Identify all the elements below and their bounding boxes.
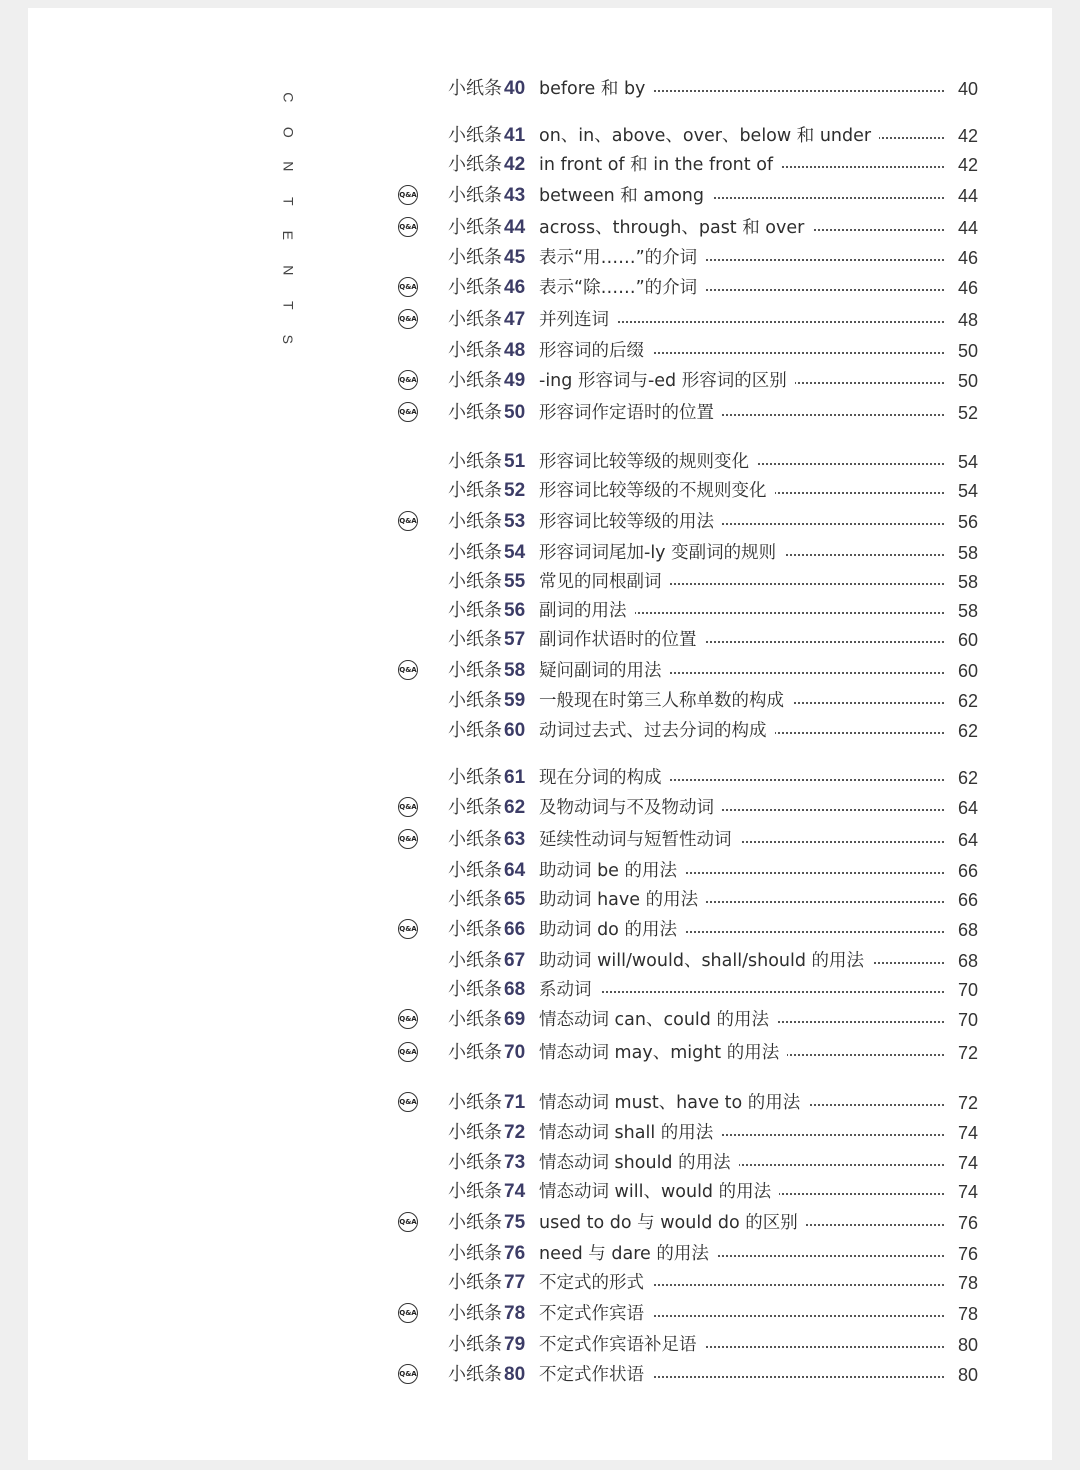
- entry-prefix: 小纸条: [448, 1364, 502, 1385]
- entry-title: used to do 与 would do 的区别: [539, 1212, 806, 1234]
- entry-page-number: 80: [957, 1335, 978, 1355]
- entry-title: 系动词: [539, 979, 600, 1001]
- entry-prefix: 小纸条: [448, 889, 502, 910]
- entry-number: 41: [504, 125, 526, 146]
- entry-number: 57: [504, 629, 526, 650]
- entry-page-number: 76: [957, 1244, 978, 1264]
- entry-title: 形容词词尾加-ly 变副词的规则: [539, 542, 784, 564]
- toc-entry[interactable]: [398, 797, 978, 823]
- toc-entry[interactable]: [398, 402, 978, 428]
- entry-number: 71: [504, 1092, 526, 1113]
- entry-page-number: 68: [957, 951, 978, 971]
- entry-page-number: 76: [957, 1213, 978, 1233]
- toc-entry[interactable]: [398, 185, 978, 211]
- toc-entry[interactable]: [398, 154, 978, 180]
- toc-entry[interactable]: [398, 629, 978, 655]
- entry-title: 不定式作状语: [539, 1364, 652, 1386]
- entry-page-number: 46: [957, 248, 978, 268]
- entry-title: 情态动词 may、might 的用法: [539, 1042, 787, 1064]
- entry-prefix: 小纸条: [448, 370, 502, 391]
- entry-prefix: 小纸条: [448, 1122, 502, 1143]
- entry-prefix: 小纸条: [448, 277, 502, 298]
- entry-number: 77: [504, 1272, 526, 1293]
- entry-page-number: 70: [957, 980, 978, 1000]
- qa-badge-icon: Q&A: [398, 217, 418, 237]
- entry-title: 形容词的后缀: [539, 340, 652, 362]
- entry-page-number: 74: [957, 1182, 978, 1202]
- entry-prefix: 小纸条: [448, 125, 502, 146]
- toc-entry[interactable]: [398, 78, 978, 104]
- entry-prefix: 小纸条: [448, 1181, 502, 1202]
- entry-title: 现在分词的构成: [539, 767, 670, 789]
- entry-prefix: 小纸条: [448, 1334, 502, 1355]
- entry-title: 情态动词 can、could 的用法: [539, 1009, 777, 1031]
- entry-page-number: 74: [957, 1153, 978, 1173]
- entry-page-number: 62: [957, 721, 978, 741]
- entry-title: 情态动词 must、have to 的用法: [539, 1092, 808, 1114]
- entry-prefix: 小纸条: [448, 660, 502, 681]
- entry-number: 40: [504, 78, 526, 99]
- entry-page-number: 42: [957, 126, 978, 146]
- entry-title: 形容词比较等级的用法: [539, 511, 722, 533]
- entry-number: 54: [504, 542, 526, 563]
- toc-entry[interactable]: [398, 889, 978, 915]
- entry-number: 55: [504, 571, 526, 592]
- entry-number: 59: [504, 690, 526, 711]
- entry-title: 并列连词: [539, 309, 617, 331]
- qa-badge-icon: Q&A: [398, 185, 418, 205]
- entry-page-number: 42: [957, 155, 978, 175]
- entry-page-number: 60: [957, 630, 978, 650]
- entry-title: between 和 among: [539, 185, 712, 207]
- toc-entry[interactable]: [398, 1303, 978, 1329]
- entry-prefix: 小纸条: [448, 217, 502, 238]
- entry-number: 58: [504, 660, 526, 681]
- entry-number: 50: [504, 402, 526, 423]
- toc-entry[interactable]: [398, 1009, 978, 1035]
- entry-prefix: 小纸条: [448, 309, 502, 330]
- entry-number: 79: [504, 1334, 526, 1355]
- entry-prefix: 小纸条: [448, 78, 502, 99]
- entry-title: -ing 形容词与-ed 形容词的区别: [539, 370, 795, 392]
- entry-prefix: 小纸条: [448, 950, 502, 971]
- entry-title: 疑问副词的用法: [539, 660, 670, 682]
- entry-prefix: 小纸条: [448, 690, 502, 711]
- toc-entry[interactable]: [398, 1272, 978, 1298]
- entry-title: 副词作状语时的位置: [539, 629, 705, 651]
- entry-page-number: 52: [957, 403, 978, 423]
- entry-number: 60: [504, 720, 526, 741]
- entry-number: 46: [504, 277, 526, 298]
- entry-page-number: 58: [957, 543, 978, 563]
- toc-entry[interactable]: [398, 309, 978, 335]
- entry-page-number: 62: [957, 768, 978, 788]
- contents-letter: N: [280, 161, 297, 172]
- entry-title: across、through、past 和 over: [539, 217, 812, 239]
- toc-entry[interactable]: [398, 1152, 978, 1178]
- contents-letter: S: [280, 334, 297, 345]
- toc-entry[interactable]: [398, 1122, 978, 1148]
- toc-entry[interactable]: [398, 1334, 978, 1360]
- toc-entry[interactable]: [398, 247, 978, 273]
- toc-entry[interactable]: [398, 829, 978, 855]
- toc-entry[interactable]: [398, 860, 978, 886]
- contents-letter: T: [280, 196, 297, 206]
- entry-page-number: 54: [957, 481, 978, 501]
- entry-page-number: 46: [957, 278, 978, 298]
- entry-page-number: 56: [957, 512, 978, 532]
- entry-title: 形容词比较等级的规则变化: [539, 451, 757, 473]
- entry-number: 61: [504, 767, 526, 788]
- qa-badge-icon: Q&A: [398, 1212, 418, 1232]
- qa-badge-icon: Q&A: [398, 370, 418, 390]
- entry-title: 形容词作定语时的位置: [539, 402, 722, 424]
- toc-entry[interactable]: [398, 277, 978, 303]
- entry-page-number: 58: [957, 572, 978, 592]
- entry-prefix: 小纸条: [448, 480, 502, 501]
- entry-prefix: 小纸条: [448, 1303, 502, 1324]
- entry-prefix: 小纸条: [448, 1212, 502, 1233]
- entry-page-number: 54: [957, 452, 978, 472]
- entry-prefix: 小纸条: [448, 511, 502, 532]
- contents-letter: E: [280, 231, 297, 241]
- entry-prefix: 小纸条: [448, 720, 502, 741]
- entry-number: 74: [504, 1181, 526, 1202]
- entry-title: 助动词 will/would、shall/should 的用法: [539, 950, 872, 972]
- entry-title: 常见的同根副词: [539, 571, 670, 593]
- toc-list: [28, 8, 1052, 1460]
- entry-number: 42: [504, 154, 526, 175]
- entry-title: 形容词比较等级的不规则变化: [539, 480, 775, 502]
- toc-entry[interactable]: [398, 720, 978, 746]
- entry-prefix: 小纸条: [448, 1243, 502, 1264]
- entry-prefix: 小纸条: [448, 829, 502, 850]
- toc-entry[interactable]: [398, 1212, 978, 1238]
- entry-page-number: 78: [957, 1304, 978, 1324]
- entry-prefix: 小纸条: [448, 542, 502, 563]
- entry-page-number: 64: [957, 798, 978, 818]
- entry-title: 及物动词与不及物动词: [539, 797, 722, 819]
- qa-badge-icon: Q&A: [398, 1303, 418, 1323]
- entry-prefix: 小纸条: [448, 600, 502, 621]
- entry-prefix: 小纸条: [448, 451, 502, 472]
- entry-prefix: 小纸条: [448, 185, 502, 206]
- entry-title: 动词过去式、过去分词的构成: [539, 720, 775, 742]
- entry-prefix: 小纸条: [448, 1272, 502, 1293]
- entry-page-number: 72: [957, 1093, 978, 1113]
- entry-title: in front of 和 in the front of: [539, 154, 781, 176]
- toc-entry[interactable]: [398, 125, 978, 151]
- toc-entry[interactable]: [398, 542, 978, 568]
- toc-entry[interactable]: [398, 1364, 978, 1390]
- entry-number: 69: [504, 1009, 526, 1030]
- entry-number: 52: [504, 480, 526, 501]
- entry-number: 73: [504, 1152, 526, 1173]
- qa-badge-icon: Q&A: [398, 1092, 418, 1112]
- entry-page-number: 44: [957, 186, 978, 206]
- entry-prefix: 小纸条: [448, 919, 502, 940]
- entry-title: before 和 by: [539, 78, 653, 100]
- entry-number: 75: [504, 1212, 526, 1233]
- entry-number: 72: [504, 1122, 526, 1143]
- entry-prefix: 小纸条: [448, 797, 502, 818]
- entry-number: 51: [504, 451, 526, 472]
- entry-prefix: 小纸条: [448, 340, 502, 361]
- entry-title: on、in、above、over、below 和 under: [539, 125, 879, 147]
- entry-title: 延续性动词与短暂性动词: [539, 829, 740, 851]
- qa-badge-icon: Q&A: [398, 1364, 418, 1384]
- entry-page-number: 50: [957, 371, 978, 391]
- qa-badge-icon: Q&A: [398, 511, 418, 531]
- toc-entry[interactable]: [398, 950, 978, 976]
- entry-title: 表示“用……”的介词: [539, 247, 705, 269]
- toc-entry[interactable]: [398, 919, 978, 945]
- entry-page-number: 66: [957, 890, 978, 910]
- entry-prefix: 小纸条: [448, 402, 502, 423]
- toc-entry[interactable]: [398, 1042, 978, 1068]
- toc-entry[interactable]: [398, 340, 978, 366]
- entry-number: 53: [504, 511, 526, 532]
- entry-page-number: 64: [957, 830, 978, 850]
- entry-page-number: 62: [957, 691, 978, 711]
- entry-page-number: 80: [957, 1365, 978, 1385]
- entry-number: 64: [504, 860, 526, 881]
- toc-entry[interactable]: [398, 1181, 978, 1207]
- entry-page-number: 72: [957, 1043, 978, 1063]
- entry-title: 助动词 be 的用法: [539, 860, 685, 882]
- contents-letter: T: [280, 300, 297, 310]
- entry-number: 80: [504, 1364, 526, 1385]
- entry-page-number: 68: [957, 920, 978, 940]
- contents-letter: C: [280, 92, 297, 103]
- entry-title: 助动词 do 的用法: [539, 919, 685, 941]
- qa-badge-icon: Q&A: [398, 309, 418, 329]
- qa-badge-icon: Q&A: [398, 660, 418, 680]
- entry-number: 76: [504, 1243, 526, 1264]
- entry-number: 68: [504, 979, 526, 1000]
- entry-number: 48: [504, 340, 526, 361]
- entry-number: 56: [504, 600, 526, 621]
- toc-entry[interactable]: [398, 690, 978, 716]
- toc-page: [28, 8, 1052, 1460]
- toc-entry[interactable]: [398, 1092, 978, 1118]
- entry-page-number: 48: [957, 310, 978, 330]
- toc-entry[interactable]: [398, 600, 978, 626]
- entry-number: 43: [504, 185, 526, 206]
- entry-number: 47: [504, 309, 526, 330]
- entry-prefix: 小纸条: [448, 247, 502, 268]
- qa-badge-icon: Q&A: [398, 402, 418, 422]
- toc-entry[interactable]: [398, 451, 978, 477]
- qa-badge-icon: Q&A: [398, 1009, 418, 1029]
- qa-badge-icon: Q&A: [398, 277, 418, 297]
- toc-entry[interactable]: [398, 1243, 978, 1269]
- entry-page-number: 70: [957, 1010, 978, 1030]
- entry-page-number: 78: [957, 1273, 978, 1293]
- entry-number: 70: [504, 1042, 526, 1063]
- entry-title: 一般现在时第三人称单数的构成: [539, 690, 792, 712]
- entry-title: 不定式作宾语: [539, 1303, 652, 1325]
- entry-page-number: 66: [957, 861, 978, 881]
- toc-entry[interactable]: [398, 370, 978, 396]
- entry-page-number: 40: [957, 79, 978, 99]
- entry-title: 表示“除……”的介词: [539, 277, 705, 299]
- entry-number: 45: [504, 247, 526, 268]
- entry-prefix: 小纸条: [448, 767, 502, 788]
- entry-title: 副词的用法: [539, 600, 635, 622]
- entry-page-number: 44: [957, 218, 978, 238]
- entry-page-number: 60: [957, 661, 978, 681]
- entry-prefix: 小纸条: [448, 1152, 502, 1173]
- entry-prefix: 小纸条: [448, 860, 502, 881]
- entry-title: 不定式的形式: [539, 1272, 652, 1294]
- qa-badge-icon: Q&A: [398, 919, 418, 939]
- toc-entry[interactable]: [398, 571, 978, 597]
- entry-prefix: 小纸条: [448, 979, 502, 1000]
- entry-prefix: 小纸条: [448, 1042, 502, 1063]
- entry-prefix: 小纸条: [448, 1092, 502, 1113]
- entry-title: 情态动词 should 的用法: [539, 1152, 739, 1174]
- entry-number: 44: [504, 217, 526, 238]
- toc-entry[interactable]: [398, 217, 978, 243]
- entry-number: 78: [504, 1303, 526, 1324]
- qa-badge-icon: Q&A: [398, 797, 418, 817]
- entry-page-number: 74: [957, 1123, 978, 1143]
- entry-number: 65: [504, 889, 526, 910]
- qa-badge-icon: Q&A: [398, 1042, 418, 1062]
- qa-badge-icon: Q&A: [398, 829, 418, 849]
- entry-title: 不定式作宾语补足语: [539, 1334, 705, 1356]
- toc-entry[interactable]: [398, 767, 978, 793]
- entry-prefix: 小纸条: [448, 629, 502, 650]
- entry-title: 助动词 have 的用法: [539, 889, 706, 911]
- toc-entry[interactable]: [398, 480, 978, 506]
- toc-entry[interactable]: [398, 511, 978, 537]
- contents-letter: O: [280, 126, 297, 138]
- entry-number: 49: [504, 370, 526, 391]
- toc-entry[interactable]: [398, 979, 978, 1005]
- entry-page-number: 50: [957, 341, 978, 361]
- entry-title: 情态动词 will、would 的用法: [539, 1181, 779, 1203]
- entry-prefix: 小纸条: [448, 571, 502, 592]
- entry-number: 66: [504, 919, 526, 940]
- toc-entry[interactable]: [398, 660, 978, 686]
- entry-number: 62: [504, 797, 526, 818]
- contents-letter: N: [280, 265, 297, 276]
- entry-page-number: 58: [957, 601, 978, 621]
- entry-number: 63: [504, 829, 526, 850]
- entry-prefix: 小纸条: [448, 1009, 502, 1030]
- entry-number: 67: [504, 950, 526, 971]
- dot-leader: [539, 991, 944, 993]
- entry-prefix: 小纸条: [448, 154, 502, 175]
- entry-title: 情态动词 shall 的用法: [539, 1122, 721, 1144]
- entry-title: need 与 dare 的用法: [539, 1243, 717, 1265]
